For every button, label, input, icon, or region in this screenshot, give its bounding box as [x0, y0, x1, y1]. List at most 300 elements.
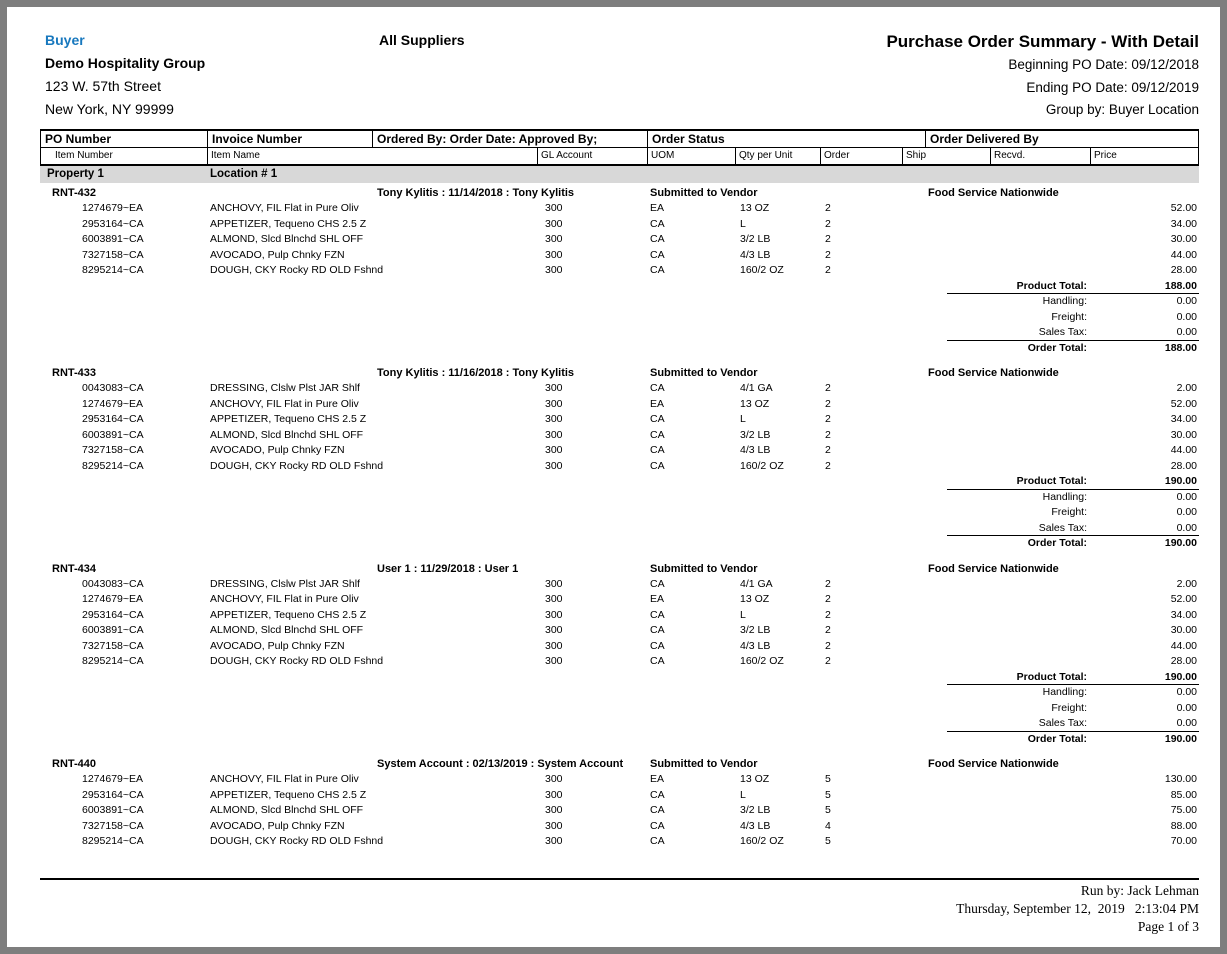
item-row: [40, 397, 1199, 413]
item-row: [40, 834, 1199, 850]
totals-line: [947, 521, 1199, 537]
ship-qty: [902, 397, 990, 413]
item-name: DOUGH, CKY Rocky RD OLD Fshnd: [210, 835, 384, 847]
item-name: DRESSING, Clslw Plst JAR Shlf: [210, 577, 360, 590]
item-row: [40, 217, 1199, 233]
order-qty: 2: [825, 593, 831, 605]
uom: CA: [650, 788, 665, 801]
qty-per-unit: 160/2 OZ: [740, 264, 784, 276]
ship-qty: [902, 412, 990, 428]
po-number: RNT-433: [52, 367, 97, 379]
price: 28.00: [1170, 459, 1197, 472]
item-number: 2953164~CA: [82, 788, 144, 801]
item-row: [40, 592, 1199, 608]
totals-label: Freight:: [1051, 506, 1087, 518]
gl-account: 300: [545, 428, 563, 441]
item-number: 1274679~EA: [82, 593, 144, 605]
qty-per-unit: L: [740, 788, 746, 801]
recvd-qty: [990, 217, 1090, 233]
item-row: [40, 654, 1199, 670]
item-row: [40, 608, 1199, 624]
qty-per-unit: 13 OZ: [740, 593, 770, 605]
po-header-row: [40, 756, 1199, 772]
order-qty: 2: [825, 382, 831, 394]
item-name: APPETIZER, Tequeno CHS 2.5 Z: [210, 788, 367, 801]
item-number: 2953164~CA: [82, 413, 144, 425]
item-name: APPETIZER, Tequeno CHS 2.5 Z: [210, 217, 367, 230]
item-number: 0043083~CA: [82, 577, 144, 590]
totals-label: Sales Tax:: [1038, 521, 1087, 534]
ending-po-date: Ending PO Date: 09/12/2019: [1026, 79, 1199, 95]
recvd-qty: [990, 443, 1090, 459]
order-qty: 2: [825, 233, 831, 245]
item-name: APPETIZER, Tequeno CHS 2.5 Z: [210, 608, 367, 621]
uom: CA: [650, 248, 665, 261]
col-order-status: Order Status: [647, 131, 925, 147]
qty-per-unit: 3/2 LB: [740, 804, 771, 816]
totals-value: 190.00: [1164, 475, 1197, 487]
totals-line: [947, 490, 1199, 506]
price: 28.00: [1170, 264, 1197, 276]
price: 44.00: [1170, 444, 1197, 456]
col-qty-per-unit: Qty per Unit: [735, 148, 820, 164]
po-number: RNT-434: [52, 562, 97, 575]
ship-qty: [902, 248, 990, 264]
page-indicator: Page 1 of 3: [1137, 918, 1199, 934]
item-name: ANCHOVY, FIL Flat in Pure Oliv: [210, 773, 359, 785]
po-header-row: [40, 561, 1199, 577]
qty-per-unit: 160/2 OZ: [740, 459, 784, 472]
ship-qty: [902, 459, 990, 475]
recvd-qty: [990, 577, 1090, 593]
totals-label: Handling:: [1042, 295, 1087, 307]
totals-row: [40, 701, 1199, 717]
qty-per-unit: 3/2 LB: [740, 624, 771, 636]
totals-value: 0.00: [1176, 310, 1197, 323]
recvd-qty: [990, 232, 1090, 248]
col-ordered-by: Ordered By: Order Date: Approved By;: [372, 131, 647, 147]
totals-row: [40, 670, 1199, 686]
order-qty: 2: [825, 577, 831, 590]
price: 88.00: [1170, 819, 1197, 832]
totals-line: [947, 716, 1199, 732]
item-name: APPETIZER, Tequeno CHS 2.5 Z: [210, 413, 367, 425]
uom: CA: [650, 217, 665, 230]
totals-row: [40, 536, 1199, 552]
totals-line: [947, 505, 1199, 521]
table-header-row-1: [40, 129, 1199, 148]
order-qty: 5: [825, 788, 831, 801]
item-row: [40, 639, 1199, 655]
totals-value: 190.00: [1164, 732, 1197, 745]
totals-label: Product Total:: [1016, 279, 1087, 292]
recvd-qty: [990, 623, 1090, 639]
uom: CA: [650, 819, 665, 832]
order-qty: 5: [825, 804, 831, 816]
totals-line: [947, 474, 1199, 490]
gl-account: 300: [545, 397, 563, 410]
totals-row: [40, 716, 1199, 732]
recvd-qty: [990, 263, 1090, 279]
order-qty: 5: [825, 835, 831, 847]
po-ordered-by: System Account : 02/13/2019 : System Account: [377, 758, 624, 770]
item-name: AVOCADO, Pulp Chnky FZN: [210, 819, 345, 832]
ship-qty: [902, 577, 990, 593]
report-page: [7, 7, 1220, 947]
gl-account: 300: [545, 639, 563, 652]
totals-row: [40, 521, 1199, 537]
totals-row: [40, 294, 1199, 310]
uom: CA: [650, 608, 665, 621]
qty-per-unit: 13 OZ: [740, 202, 770, 214]
recvd-qty: [990, 819, 1090, 835]
item-number: 1274679~EA: [82, 397, 144, 410]
run-by: Run by: Jack Lehman: [1080, 882, 1199, 898]
item-number: 7327158~CA: [82, 248, 144, 261]
qty-per-unit: 3/2 LB: [740, 428, 771, 441]
item-row: [40, 443, 1199, 459]
price: 30.00: [1170, 233, 1197, 245]
item-number: 1274679~EA: [82, 773, 144, 785]
uom: CA: [650, 444, 665, 456]
price: 34.00: [1170, 217, 1197, 230]
totals-value: 0.00: [1176, 506, 1197, 518]
totals-line: [947, 701, 1199, 717]
po-block: [40, 756, 1199, 850]
totals-line: [947, 325, 1199, 341]
item-name: DOUGH, CKY Rocky RD OLD Fshnd: [210, 459, 384, 472]
gl-account: 300: [545, 233, 563, 245]
ship-qty: [902, 788, 990, 804]
price: 34.00: [1170, 608, 1197, 621]
gl-account: 300: [545, 459, 563, 472]
order-qty: 2: [825, 444, 831, 456]
price: 52.00: [1170, 593, 1197, 605]
totals-value: 0.00: [1176, 326, 1197, 338]
po-number: RNT-432: [52, 187, 97, 199]
recvd-qty: [990, 459, 1090, 475]
ship-qty: [902, 217, 990, 233]
uom: CA: [650, 428, 665, 441]
qty-per-unit: 160/2 OZ: [740, 655, 784, 667]
gl-account: 300: [545, 248, 563, 261]
order-qty: 2: [825, 459, 831, 472]
totals-value: 188.00: [1164, 279, 1197, 292]
ship-qty: [902, 428, 990, 444]
totals-value: 0.00: [1176, 521, 1197, 534]
item-name: DOUGH, CKY Rocky RD OLD Fshnd: [210, 264, 384, 276]
col-gl-account: GL Account: [537, 148, 647, 164]
order-qty: 2: [825, 397, 831, 410]
qty-per-unit: L: [740, 608, 746, 621]
item-number: 7327158~CA: [82, 444, 144, 456]
orders-list: [40, 185, 1199, 850]
item-row: [40, 459, 1199, 475]
totals-line: [947, 279, 1199, 295]
qty-per-unit: 4/1 GA: [740, 577, 773, 590]
po-order-status: Submitted to Vendor: [650, 562, 758, 575]
item-name: ALMOND, Slcd Blnchd SHL OFF: [210, 624, 364, 636]
col-item-name: Item Name: [207, 148, 537, 164]
col-item-number: Item Number: [40, 148, 207, 164]
item-number: 8295214~CA: [82, 655, 144, 667]
totals-label: Freight:: [1051, 310, 1087, 323]
item-name: ALMOND, Slcd Blnchd SHL OFF: [210, 233, 364, 245]
gl-account: 300: [545, 788, 563, 801]
item-row: [40, 577, 1199, 593]
item-number: 8295214~CA: [82, 264, 144, 276]
qty-per-unit: 4/3 LB: [740, 819, 771, 832]
recvd-qty: [990, 592, 1090, 608]
totals-row: [40, 310, 1199, 326]
group-header-row: [40, 166, 1199, 183]
qty-per-unit: 3/2 LB: [740, 233, 771, 245]
order-qty: 2: [825, 217, 831, 230]
price: 52.00: [1170, 397, 1197, 410]
qty-per-unit: 13 OZ: [740, 397, 770, 410]
buyer-address-block: [45, 29, 205, 121]
ship-qty: [902, 819, 990, 835]
beginning-po-date: Beginning PO Date: 09/12/2018: [1008, 57, 1199, 72]
item-number: 7327158~CA: [82, 639, 144, 652]
po-header-row: [40, 185, 1199, 201]
totals-label: Product Total:: [1016, 670, 1087, 683]
po-delivered-by: Food Service Nationwide: [928, 187, 1059, 199]
suppliers-label: All Suppliers: [379, 32, 465, 48]
recvd-qty: [990, 412, 1090, 428]
po-order-status: Submitted to Vendor: [650, 367, 758, 379]
item-number: 6003891~CA: [82, 804, 144, 816]
order-qty: 2: [825, 413, 831, 425]
item-name: ALMOND, Slcd Blnchd SHL OFF: [210, 428, 364, 441]
recvd-qty: [990, 608, 1090, 624]
uom: EA: [650, 593, 665, 605]
item-row: [40, 623, 1199, 639]
uom: CA: [650, 382, 665, 394]
order-qty: 2: [825, 608, 831, 621]
totals-row: [40, 732, 1199, 748]
uom: EA: [650, 773, 665, 785]
recvd-qty: [990, 428, 1090, 444]
totals-line: [947, 685, 1199, 701]
col-po-number: PO Number: [40, 131, 207, 147]
totals-label: Order Total:: [1027, 732, 1087, 745]
po-delivered-by: Food Service Nationwide: [928, 367, 1059, 379]
uom: EA: [650, 202, 665, 214]
item-number: 6003891~CA: [82, 428, 144, 441]
item-name: ANCHOVY, FIL Flat in Pure Oliv: [210, 397, 359, 410]
qty-per-unit: 4/3 LB: [740, 248, 771, 261]
price: 70.00: [1170, 835, 1197, 847]
col-invoice-number: Invoice Number: [207, 131, 372, 147]
qty-per-unit: 13 OZ: [740, 773, 770, 785]
item-number: 2953164~CA: [82, 608, 144, 621]
recvd-qty: [990, 788, 1090, 804]
item-row: [40, 819, 1199, 835]
price: 52.00: [1170, 202, 1197, 214]
po-ordered-by: Tony Kylitis : 11/14/2018 : Tony Kylitis: [377, 187, 575, 199]
ship-qty: [902, 772, 990, 788]
ship-qty: [902, 443, 990, 459]
po-block: [40, 365, 1199, 552]
item-row: [40, 803, 1199, 819]
totals-value: 0.00: [1176, 701, 1197, 714]
totals-value: 190.00: [1164, 537, 1197, 549]
po-number: RNT-440: [52, 758, 97, 770]
gl-account: 300: [545, 217, 563, 230]
qty-per-unit: 160/2 OZ: [740, 835, 784, 847]
price: 75.00: [1170, 804, 1197, 816]
uom: CA: [650, 804, 665, 816]
po-order-status: Submitted to Vendor: [650, 187, 758, 199]
ship-qty: [902, 654, 990, 670]
item-row: [40, 201, 1199, 217]
col-price: Price: [1090, 148, 1199, 164]
totals-value: 190.00: [1164, 670, 1197, 683]
ship-qty: [902, 608, 990, 624]
gl-account: 300: [545, 655, 563, 667]
po-ordered-by: User 1 : 11/29/2018 : User 1: [377, 562, 519, 575]
item-name: AVOCADO, Pulp Chnky FZN: [210, 639, 345, 652]
totals-row: [40, 474, 1199, 490]
price: 44.00: [1170, 639, 1197, 652]
totals-row: [40, 279, 1199, 295]
recvd-qty: [990, 654, 1090, 670]
col-order-delivered-by: Order Delivered By: [925, 131, 1199, 147]
totals-value: 0.00: [1176, 295, 1197, 307]
ship-qty: [902, 263, 990, 279]
order-qty: 4: [825, 819, 831, 832]
report-title: Purchase Order Summary - With Detail: [886, 32, 1199, 51]
item-number: 8295214~CA: [82, 459, 144, 472]
item-number: 6003891~CA: [82, 624, 144, 636]
item-number: 2953164~CA: [82, 217, 144, 230]
item-name: ANCHOVY, FIL Flat in Pure Oliv: [210, 593, 359, 605]
item-row: [40, 428, 1199, 444]
uom: CA: [650, 624, 665, 636]
price: 85.00: [1170, 788, 1197, 801]
address-line-2: New York, NY 99999: [45, 101, 174, 117]
ship-qty: [902, 232, 990, 248]
order-qty: 5: [825, 773, 831, 785]
recvd-qty: [990, 803, 1090, 819]
company-name: Demo Hospitality Group: [45, 55, 206, 71]
totals-label: Order Total:: [1027, 341, 1087, 354]
totals-line: [947, 341, 1199, 357]
totals-label: Product Total:: [1016, 475, 1087, 487]
item-row: [40, 248, 1199, 264]
uom: EA: [650, 397, 665, 410]
gl-account: 300: [545, 264, 563, 276]
item-row: [40, 381, 1199, 397]
totals-value: 0.00: [1176, 686, 1197, 698]
recvd-qty: [990, 772, 1090, 788]
ship-qty: [902, 834, 990, 850]
ship-qty: [902, 639, 990, 655]
order-qty: 2: [825, 655, 831, 667]
order-qty: 2: [825, 248, 831, 261]
totals-label: Handling:: [1042, 686, 1087, 698]
totals-value: 188.00: [1164, 341, 1197, 354]
recvd-qty: [990, 201, 1090, 217]
gl-account: 300: [545, 577, 563, 590]
recvd-qty: [990, 381, 1090, 397]
totals-label: Sales Tax:: [1038, 326, 1087, 338]
po-delivered-by: Food Service Nationwide: [928, 758, 1059, 770]
gl-account: 300: [545, 413, 563, 425]
group-by: Group by: Buyer Location: [1045, 102, 1199, 117]
totals-line: [947, 732, 1199, 748]
recvd-qty: [990, 639, 1090, 655]
item-number: 1274679~EA: [82, 202, 144, 214]
ship-qty: [902, 201, 990, 217]
ship-qty: [902, 592, 990, 608]
ship-qty: [902, 381, 990, 397]
col-order: Order: [820, 148, 902, 164]
totals-label: Order Total:: [1027, 537, 1087, 549]
run-datetime: Thursday, September 12, 2019 2:13:04 PM: [956, 900, 1199, 916]
item-row: [40, 263, 1199, 279]
item-name: ALMOND, Slcd Blnchd SHL OFF: [210, 804, 364, 816]
gl-account: 300: [545, 773, 563, 785]
recvd-qty: [990, 397, 1090, 413]
uom: CA: [650, 655, 665, 667]
price: 30.00: [1170, 624, 1197, 636]
col-recvd: Recvd.: [990, 148, 1090, 164]
price: 2.00: [1176, 577, 1197, 590]
totals-row: [40, 325, 1199, 341]
po-ordered-by: Tony Kylitis : 11/16/2018 : Tony Kylitis: [377, 367, 575, 379]
group-location: Location # 1: [210, 168, 278, 180]
item-name: DOUGH, CKY Rocky RD OLD Fshnd: [210, 655, 384, 667]
totals-value: 0.00: [1176, 490, 1197, 503]
item-number: 7327158~CA: [82, 819, 144, 832]
order-qty: 2: [825, 639, 831, 652]
item-name: AVOCADO, Pulp Chnky FZN: [210, 444, 345, 456]
gl-account: 300: [545, 382, 563, 394]
totals-label: Freight:: [1051, 701, 1087, 714]
group-property: Property 1: [47, 168, 104, 180]
price: 44.00: [1170, 248, 1197, 261]
col-uom: UOM: [647, 148, 735, 164]
qty-per-unit: 4/3 LB: [740, 444, 771, 456]
report-footer: [40, 878, 1199, 936]
item-row: [40, 412, 1199, 428]
gl-account: 300: [545, 202, 563, 214]
item-name: ANCHOVY, FIL Flat in Pure Oliv: [210, 202, 359, 214]
totals-line: [947, 670, 1199, 686]
uom: CA: [650, 264, 665, 276]
item-number: 6003891~CA: [82, 233, 144, 245]
gl-account: 300: [545, 624, 563, 636]
report-header: [40, 29, 1199, 129]
qty-per-unit: 4/3 LB: [740, 639, 771, 652]
uom: CA: [650, 639, 665, 652]
gl-account: 300: [545, 835, 563, 847]
col-ship: Ship: [902, 148, 990, 164]
order-qty: 2: [825, 202, 831, 214]
item-number: 8295214~CA: [82, 835, 144, 847]
gl-account: 300: [545, 444, 563, 456]
qty-per-unit: 4/1 GA: [740, 382, 773, 394]
report-title-block: [886, 29, 1199, 122]
totals-row: [40, 341, 1199, 357]
totals-line: [947, 294, 1199, 310]
totals-line: [947, 536, 1199, 552]
item-name: DRESSING, Clslw Plst JAR Shlf: [210, 382, 360, 394]
address-line-1: 123 W. 57th Street: [45, 78, 161, 94]
gl-account: 300: [545, 804, 563, 816]
